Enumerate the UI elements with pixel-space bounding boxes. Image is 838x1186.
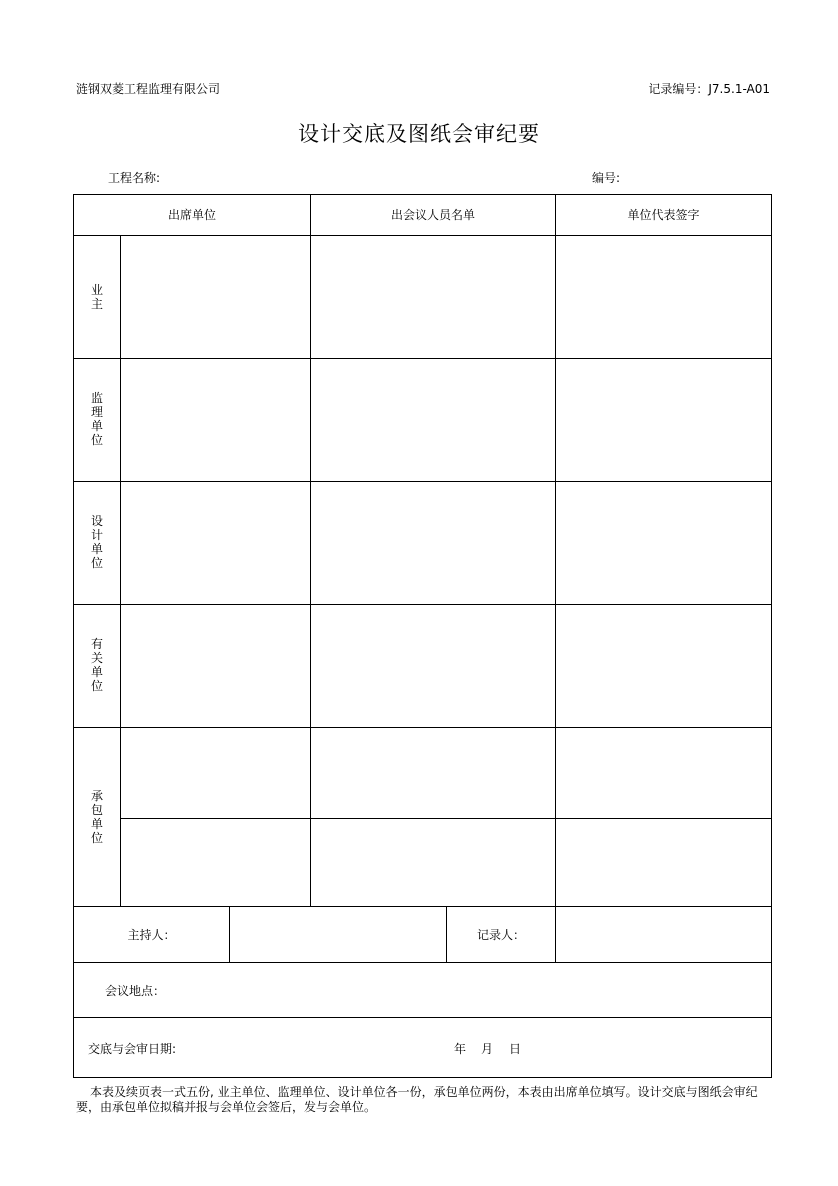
review-date-label: 交底与会审日期: [88,1042,177,1056]
page-title: 设计交底及图纸会审纪要 [298,122,540,146]
date-year-label: 年 [454,1042,467,1056]
col-header-attendee-list: 出会议人员名单 [390,208,475,222]
unit-label-contractor: 承包单位 [90,789,103,845]
col-header-representative-signature: 单位代表签字 [627,208,700,222]
date-month-label: 月 [481,1042,494,1056]
recorder-label: 记录人： [476,928,525,942]
project-name-label: 工程名称: [108,171,161,185]
unit-label-design: 设计单位 [90,514,103,570]
number-label: 编号: [592,171,621,185]
col-header-attending-unit: 出席单位 [167,208,216,222]
host-label: 主持人： [127,928,176,942]
meeting-location-label: 会议地点： [105,984,166,998]
unit-label-owner: 业主 [90,283,103,311]
record-number: 记录编号：J7.5.1-A01 [648,82,770,96]
unit-label-supervision: 监理单位 [90,391,103,447]
unit-label-related: 有关单位 [90,637,103,693]
date-day-label: 日 [509,1042,522,1056]
company-name: 涟钢双菱工程监理有限公司 [76,82,221,96]
footnote: 本表及续页表一式五份, 业主单位、监理单位、设计单位各一份，承包单位两份，本表由出席单位填写。设计交底与图纸会审纪要，由承包单位拟稿并报与会单位会签后，发与会单位。 [76,1085,758,1114]
